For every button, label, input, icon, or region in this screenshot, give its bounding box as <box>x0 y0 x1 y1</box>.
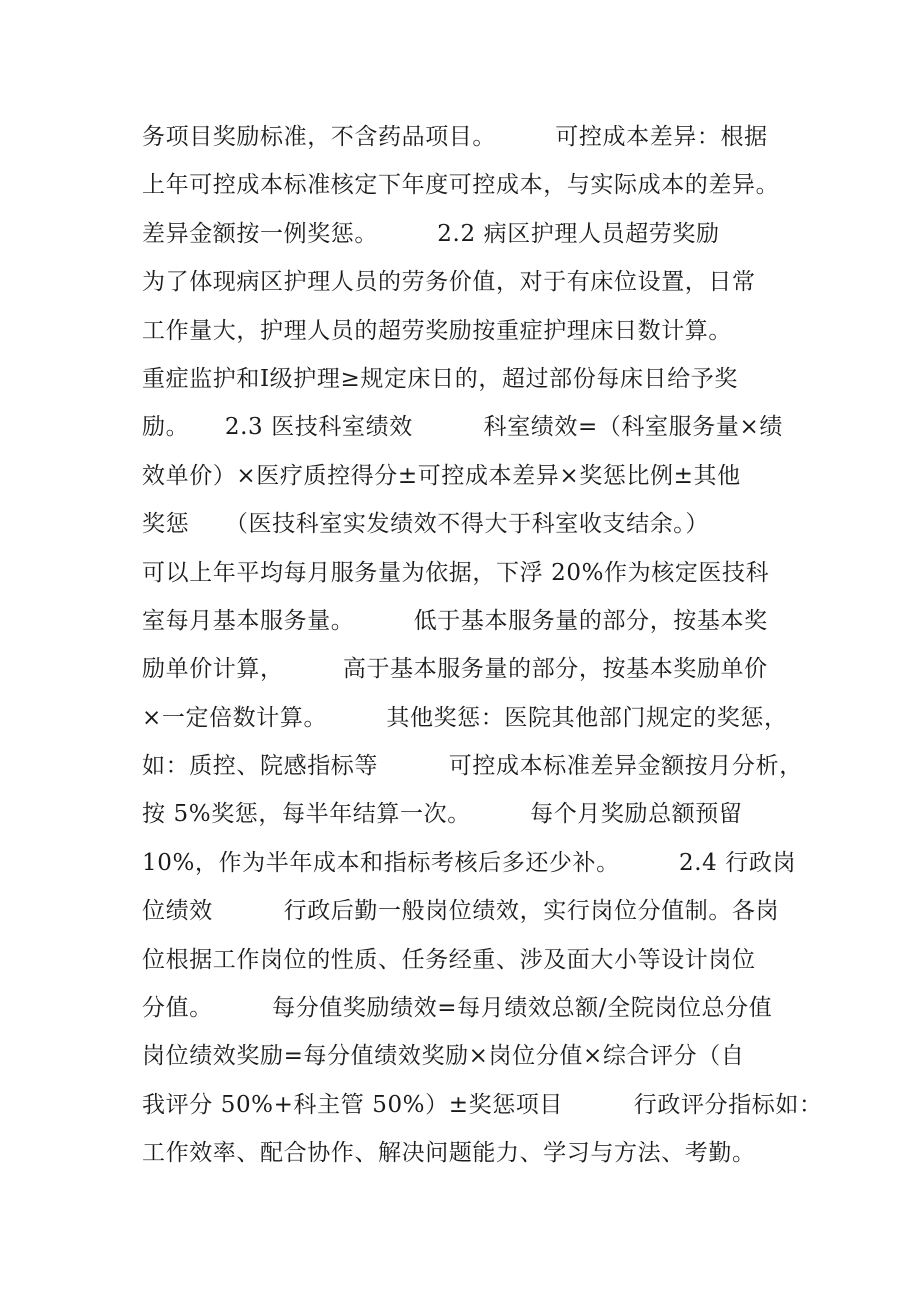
text-line-6: 重症监护和Ⅰ级护理≥规定床日的，超过部份每床日给予奖 <box>142 365 738 392</box>
text-line-4: 为了体现病区护理人员的劳务价值，对于有床位设置，日常 <box>142 269 756 296</box>
text-line-12: 励单价计算， 高于基本服务量的部分，按基本奖励单价 <box>142 656 768 683</box>
text-line-13: ×一定倍数计算。 其他奖惩：医院其他部门规定的奖惩， <box>142 704 788 731</box>
text-line-5: 工作量大，护理人员的超劳奖励按重症护理床日数计算。 <box>142 317 732 344</box>
text-line-1: 务项目奖励标准，不含药品项目。 可控成本差异：根据 <box>142 124 768 150</box>
text-line-11: 室每月基本服务量。 低于基本服务量的部分，按基本奖 <box>142 607 768 634</box>
text-line-10: 可以上年平均每月服务量为依据，下浮 20%作为核定医技科 <box>142 559 770 586</box>
text-line-18: 位根据工作岗位的性质、任务经重、涉及面大小等设计岗位 <box>142 946 756 973</box>
text-line-9: 奖惩 （医技科室实发绩效不得大于科室收支结余。） <box>142 511 709 538</box>
text-line-7: 励。 2.3 医技科室绩效 科室绩效=（科室服务量×绩 <box>142 414 783 441</box>
text-line-14: 如：质控、院感指标等 可控成本标准差异金额按月分析， <box>142 753 803 780</box>
text-line-17: 位绩效 行政后勤一般岗位绩效，实行岗位分值制。各岗 <box>142 898 780 925</box>
text-line-8: 效单价）×医疗质控得分±可控成本差异×奖惩比例±其他 <box>142 462 741 489</box>
text-line-15: 按 5%奖惩，每半年结算一次。 每个月奖励总额预留 <box>142 801 743 828</box>
text-line-2: 上年可控成本标准核定下年度可控成本，与实际成本的差异。 <box>142 172 780 199</box>
text-line-3: 差异金额按一例奖惩。 2.2 病区护理人员超劳奖励 <box>142 220 720 247</box>
body-text <box>142 113 842 1178</box>
text-line-21: 我评分 50%+科主管 50%）±奖惩项目 行政评分指标如： <box>142 1091 823 1118</box>
text-line-16: 10%，作为半年成本和指标考核后多还少补。 2.4 行政岗 <box>142 849 797 876</box>
text-line-19: 分值。 每分值奖励绩效=每月绩效总额/全院岗位总分值 <box>142 995 773 1022</box>
text-line-20: 岗位绩效奖励=每分值绩效奖励×岗位分值×综合评分（自 <box>142 1043 745 1070</box>
text-line-22: 工作效率、配合协作、解决问题能力、学习与方法、考勤。 <box>142 1140 756 1167</box>
